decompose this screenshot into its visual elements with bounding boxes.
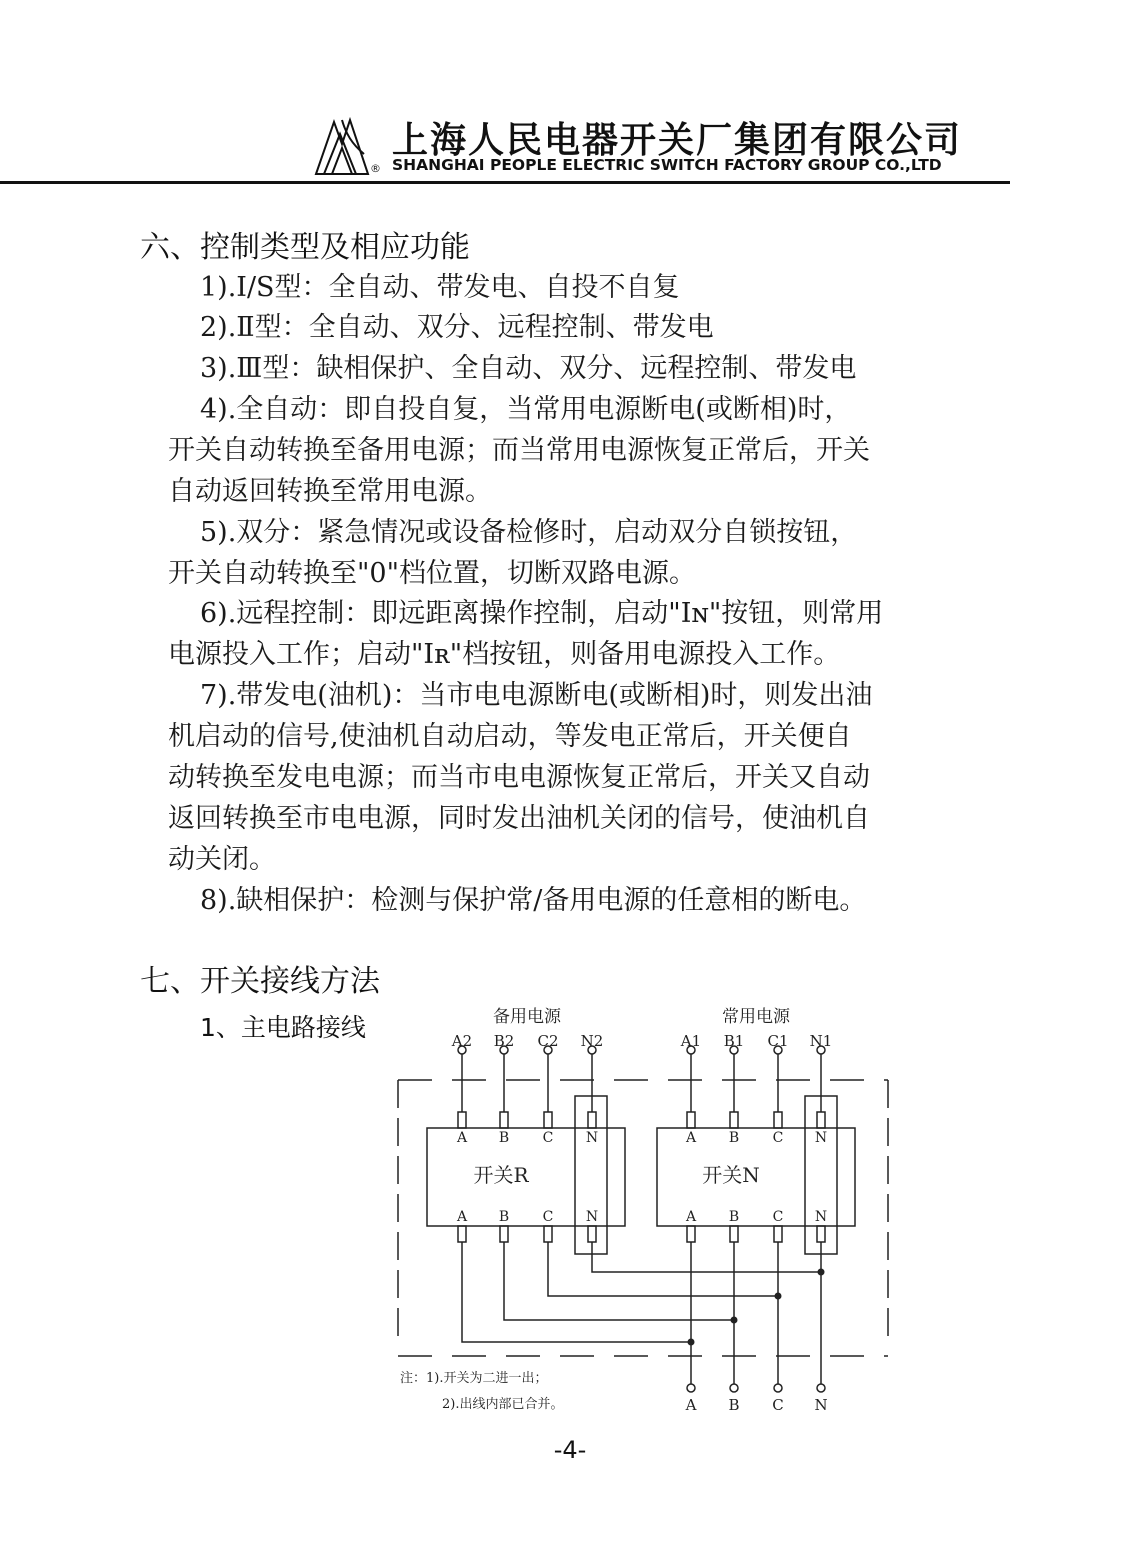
- pole-label: N: [814, 1209, 828, 1225]
- contact-n-b-top: [730, 1112, 738, 1128]
- contact-n-n-top: [817, 1112, 825, 1128]
- terminal-label: N1: [809, 1032, 833, 1050]
- header-divider: [0, 181, 1010, 184]
- contact-r-b-top: [500, 1112, 508, 1128]
- terminal-label: B2: [493, 1032, 515, 1050]
- contact-n-a-bottom: [687, 1226, 695, 1242]
- contact-r-b-bottom: [500, 1226, 508, 1242]
- text-line: 电源投入工作；启动"Iʀ"档按钮，则备用电源投入工作。: [168, 639, 841, 670]
- text-line: 开关自动转换至备用电源；而当常用电源恢复正常后，开关: [168, 435, 870, 466]
- text-line: 返回转换至市电电源，同时发出油机关闭的信号，使油机自: [168, 803, 870, 834]
- section-7-title: 七、开关接线方法: [140, 964, 380, 999]
- junction-dot: [775, 1293, 782, 1300]
- normal-source-label: 常用电源: [722, 1007, 790, 1027]
- company-name-en: SHANGHAI PEOPLE ELECTRIC SWITCH FACTORY GROUP CO.,LTD: [392, 156, 942, 174]
- output-label: B: [728, 1396, 740, 1414]
- terminal-label: A2: [451, 1032, 473, 1050]
- text-line: 动转换至发电电源；而当市电电源恢复正常后，开关又自动: [168, 762, 870, 793]
- contact-r-c-top: [544, 1112, 552, 1128]
- registered-mark: ®: [370, 162, 381, 175]
- pole-label: A: [456, 1130, 468, 1146]
- contact-n-c-top: [774, 1112, 782, 1128]
- switch-n-label: 开关N: [702, 1163, 760, 1187]
- output-label: N: [814, 1396, 828, 1414]
- pole-label: B: [728, 1130, 740, 1146]
- backup-source-label: 备用电源: [493, 1007, 561, 1027]
- contact-n-a-top: [687, 1112, 695, 1128]
- pole-label: B: [728, 1209, 740, 1225]
- text-line: 机启动的信号,使油机自动启动，等发电正常后，开关便自: [168, 721, 852, 752]
- junction-dot: [688, 1339, 695, 1346]
- terminal-label: B1: [723, 1032, 745, 1050]
- terminal-label: C2: [537, 1032, 559, 1050]
- contact-n-n-bottom: [817, 1226, 825, 1242]
- output-label: A: [685, 1396, 697, 1414]
- text-line: 开关自动转换至"0"档位置，切断双路电源。: [168, 558, 697, 589]
- terminal-label: C1: [767, 1032, 789, 1050]
- page-number: -4-: [553, 1436, 587, 1464]
- company-name-cn: 上海人民电器开关厂集团有限公司: [392, 120, 963, 161]
- pole-label: N: [585, 1209, 599, 1225]
- text-line: 2).Ⅱ型：全自动、双分、远程控制、带发电: [200, 312, 714, 343]
- pole-label: A: [685, 1130, 697, 1146]
- pole-label: C: [542, 1209, 554, 1225]
- pole-label: B: [498, 1209, 510, 1225]
- contact-r-a-bottom: [458, 1226, 466, 1242]
- contact-n-b-bottom: [730, 1226, 738, 1242]
- pole-label: B: [498, 1130, 510, 1146]
- text-line: 1).Ⅰ/S型：全自动、带发电、自投不自复: [200, 272, 680, 303]
- text-line: 动关闭。: [168, 844, 276, 875]
- text-line: 4).全自动：即自投自复，当常用电源断电(或断相)时，: [200, 394, 852, 425]
- diagram-note: 注：1).开关为二进一出；: [400, 1371, 548, 1386]
- pole-label: C: [772, 1130, 784, 1146]
- pole-label: A: [685, 1209, 697, 1225]
- pole-label: A: [456, 1209, 468, 1225]
- text-line: 6).远程控制：即远距离操作控制，启动"Iɴ"按钮，则常用: [200, 598, 884, 629]
- wiring-diagram: [380, 996, 900, 1426]
- text-line: 8).缺相保护：检测与保护常/备用电源的任意相的断电。: [200, 885, 867, 916]
- text-line: 3).Ⅲ型：缺相保护、全自动、双分、远程控制、带发电: [200, 353, 857, 384]
- switch-r-label: 开关R: [473, 1163, 529, 1187]
- contact-r-c-bottom: [544, 1226, 552, 1242]
- pole-label: N: [585, 1130, 599, 1146]
- text-line: 自动返回转换至常用电源。: [168, 476, 492, 507]
- terminal-label: N2: [580, 1032, 604, 1050]
- pole-label: N: [814, 1130, 828, 1146]
- text-line: 5).双分：紧急情况或设备检修时，启动双分自锁按钮，: [200, 517, 858, 548]
- subsection-title: 1、主电路接线: [200, 1013, 366, 1042]
- contact-r-n-bottom: [588, 1226, 596, 1242]
- section-6-title: 六、控制类型及相应功能: [140, 230, 470, 265]
- junction-dot: [818, 1269, 825, 1276]
- text-line: 7).带发电(油机)：当市电电源断电(或断相)时，则发出油: [200, 680, 873, 711]
- contact-r-n-top: [588, 1112, 596, 1128]
- terminal-label: A1: [680, 1032, 702, 1050]
- junction-dot: [731, 1317, 738, 1324]
- output-label: C: [772, 1396, 784, 1414]
- pole-label: C: [542, 1130, 554, 1146]
- diagram-note: 2).出线内部已合并。: [442, 1397, 564, 1412]
- contact-n-c-bottom: [774, 1226, 782, 1242]
- contact-r-a-top: [458, 1112, 466, 1128]
- pole-label: C: [772, 1209, 784, 1225]
